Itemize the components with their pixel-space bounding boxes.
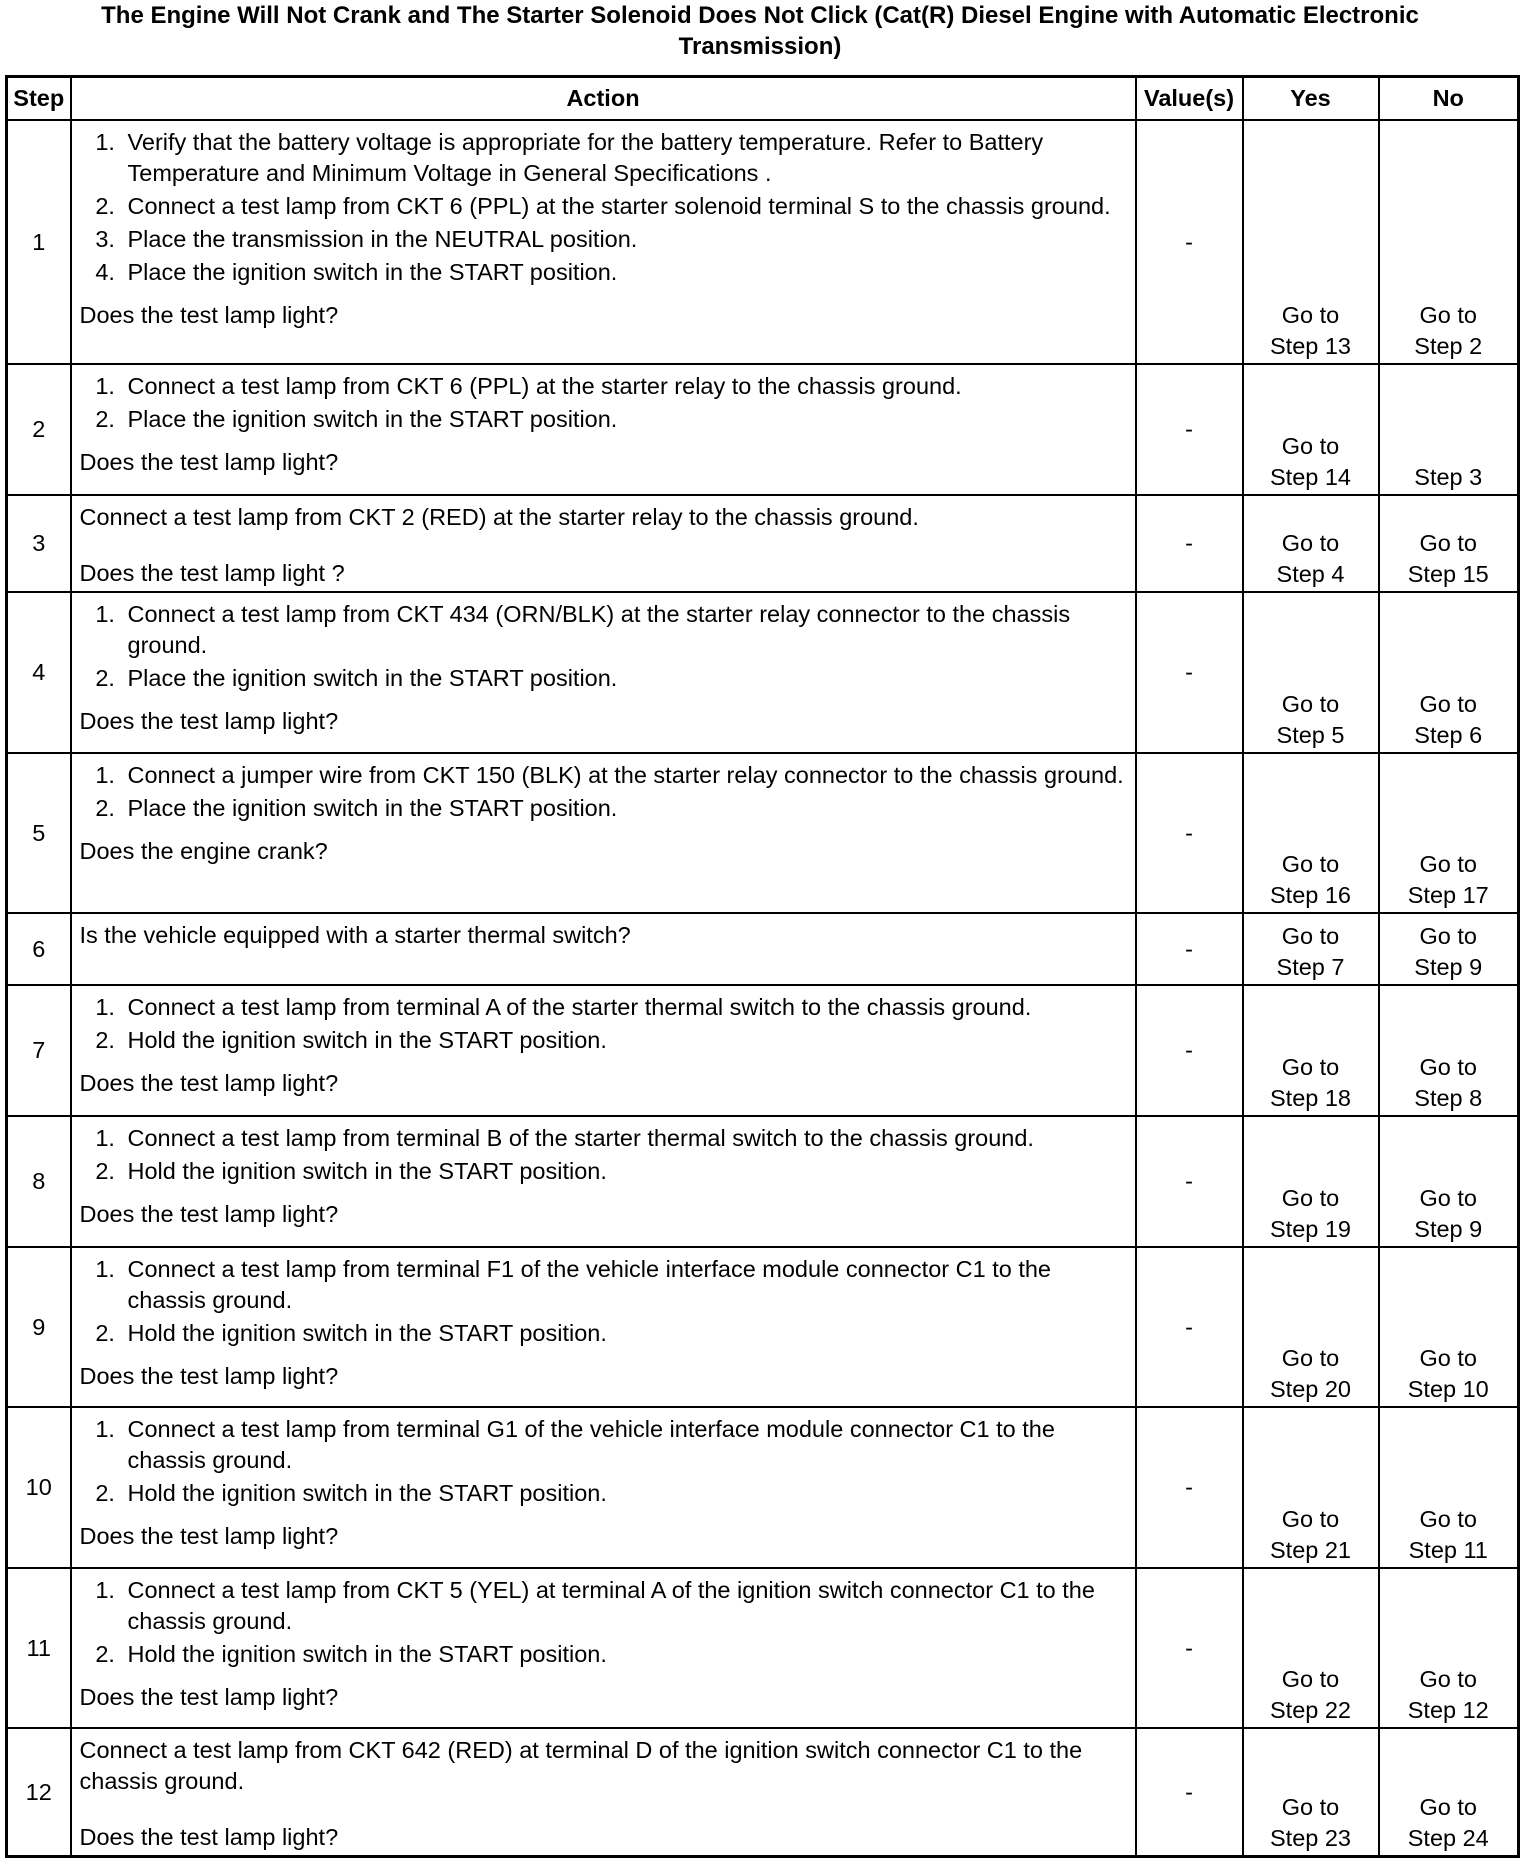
action-text: Connect a test lamp from CKT 642 (RED) at terminal D of the ignition switch connector C1 to the chassis ground. bbox=[79, 1737, 1083, 1794]
yes-goto-text: Go to bbox=[1281, 1666, 1340, 1692]
table-row bbox=[7, 592, 1519, 753]
yes-cell bbox=[1243, 1407, 1379, 1568]
document-title bbox=[0, 0, 1520, 62]
yes-cell bbox=[1243, 364, 1379, 495]
action-step-item: 1. Connect a test lamp from CKT 5 (YEL) at terminal A of the ignition switch connector C1 to the chassis ground. bbox=[122, 1575, 1127, 1637]
diagnostic-table bbox=[5, 75, 1520, 1858]
action-step-item: 1. Connect a test lamp from terminal F1 of the vehicle interface module connector C1 to the chassis ground. bbox=[122, 1254, 1127, 1316]
step-number: 8 bbox=[7, 1116, 71, 1247]
action-step-item: 2. Place the ignition switch in the START position. bbox=[122, 793, 1127, 824]
title-line-1: The Engine Will Not Crank and The Starter Solenoid Does Not Click (Cat(R) Diesel Engine with Automatic Electronic bbox=[101, 2, 1419, 29]
action-steps-list bbox=[80, 1575, 1127, 1670]
table-row bbox=[7, 1247, 1519, 1407]
action-question: Does the test lamp light ? bbox=[79, 560, 345, 586]
yes-goto-text: Go to bbox=[1281, 851, 1340, 877]
yes-goto-text: Step 20 bbox=[1269, 1376, 1351, 1402]
value-cell: - bbox=[1136, 1728, 1243, 1857]
no-goto-text: Go to bbox=[1419, 851, 1477, 877]
action-step-item: 2. Hold the ignition switch in the START position. bbox=[122, 1318, 1127, 1349]
table-row bbox=[7, 1116, 1519, 1247]
no-cell bbox=[1379, 1568, 1519, 1728]
action-step-item: 1. Connect a test lamp from CKT 6 (PPL) at the starter relay to the chassis ground. bbox=[122, 371, 1127, 402]
header-values: Value(s) bbox=[1136, 77, 1243, 121]
yes-goto-text: Go to bbox=[1281, 1506, 1340, 1532]
no-cell bbox=[1379, 592, 1519, 753]
no-goto-text: Step 9 bbox=[1414, 1216, 1483, 1242]
action-cell bbox=[71, 120, 1136, 364]
yes-goto-text: Step 19 bbox=[1269, 1216, 1351, 1242]
action-step-item: 2. Hold the ignition switch in the START position. bbox=[122, 1639, 1127, 1670]
no-goto-text: Go to bbox=[1419, 1345, 1477, 1371]
action-step-item: 1. Connect a test lamp from terminal A of the starter thermal switch to the chassis ground. bbox=[122, 992, 1127, 1023]
action-step-item: 2. Place the ignition switch in the START position. bbox=[122, 663, 1127, 694]
action-steps-list bbox=[80, 371, 1127, 435]
yes-goto-text: Go to bbox=[1281, 691, 1340, 717]
action-question: Does the engine crank? bbox=[79, 838, 328, 864]
table-row bbox=[7, 913, 1519, 985]
yes-cell bbox=[1243, 1247, 1379, 1407]
yes-cell bbox=[1243, 120, 1379, 364]
action-steps-list bbox=[80, 1123, 1127, 1187]
value-cell: - bbox=[1136, 364, 1243, 495]
step-number: 4 bbox=[7, 592, 71, 753]
action-step-item: 1. Connect a test lamp from CKT 434 (ORN/BLK) at the starter relay connector to the chassis ground. bbox=[122, 599, 1127, 661]
action-steps-list bbox=[80, 992, 1127, 1056]
action-cell bbox=[71, 913, 1136, 985]
action-step-item: 2. Place the ignition switch in the START position. bbox=[122, 404, 1127, 435]
action-steps-list bbox=[80, 1414, 1127, 1509]
value-cell: - bbox=[1136, 120, 1243, 364]
no-goto-text bbox=[1381, 431, 1517, 462]
table-row bbox=[7, 1407, 1519, 1568]
no-cell bbox=[1379, 1407, 1519, 1568]
table-row bbox=[7, 495, 1519, 592]
value-cell: - bbox=[1136, 592, 1243, 753]
no-cell bbox=[1379, 120, 1519, 364]
yes-cell bbox=[1243, 495, 1379, 592]
table-row bbox=[7, 1728, 1519, 1857]
action-question: Does the test lamp light? bbox=[79, 1201, 339, 1227]
no-cell bbox=[1379, 364, 1519, 495]
no-goto-text: Step 9 bbox=[1414, 954, 1483, 980]
yes-cell bbox=[1243, 1568, 1379, 1728]
step-number: 2 bbox=[7, 364, 71, 495]
step-number: 1 bbox=[7, 120, 71, 364]
action-question: Does the test lamp light? bbox=[79, 1824, 339, 1850]
yes-goto-text: Go to bbox=[1281, 433, 1340, 459]
no-goto-text: Go to bbox=[1419, 1185, 1477, 1211]
no-goto-text: Step 6 bbox=[1414, 722, 1483, 748]
no-cell bbox=[1379, 1728, 1519, 1857]
yes-goto-text: Step 21 bbox=[1269, 1537, 1351, 1563]
value-cell: - bbox=[1136, 985, 1243, 1116]
value-cell: - bbox=[1136, 495, 1243, 592]
value-cell: - bbox=[1136, 1407, 1243, 1568]
yes-goto-text: Go to bbox=[1281, 923, 1340, 949]
table-row bbox=[7, 120, 1519, 364]
yes-goto-text: Step 16 bbox=[1269, 882, 1351, 908]
action-step-item: 2. Hold the ignition switch in the START position. bbox=[122, 1478, 1127, 1509]
yes-cell bbox=[1243, 985, 1379, 1116]
header-step: Step bbox=[7, 77, 71, 121]
no-goto-text: Go to bbox=[1419, 691, 1477, 717]
action-cell bbox=[71, 1247, 1136, 1407]
action-cell bbox=[71, 592, 1136, 753]
table-row bbox=[7, 753, 1519, 913]
action-steps-list bbox=[80, 760, 1127, 824]
no-goto-text: Go to bbox=[1419, 1054, 1477, 1080]
step-number: 6 bbox=[7, 913, 71, 985]
yes-goto-text: Step 23 bbox=[1269, 1825, 1351, 1851]
no-cell bbox=[1379, 913, 1519, 985]
no-goto-text: Go to bbox=[1419, 1794, 1477, 1820]
action-step-item: 3. Place the transmission in the NEUTRAL position. bbox=[122, 224, 1127, 255]
header-action: Action bbox=[71, 77, 1136, 121]
yes-goto-text: Step 7 bbox=[1276, 954, 1345, 980]
action-text: Connect a test lamp from CKT 2 (RED) at the starter relay to the chassis ground. bbox=[79, 504, 919, 530]
action-question: Does the test lamp light? bbox=[79, 708, 339, 734]
action-cell bbox=[71, 1407, 1136, 1568]
table-row bbox=[7, 1568, 1519, 1728]
header-no: No bbox=[1379, 77, 1519, 121]
action-step-item: 1. Connect a test lamp from terminal B of the starter thermal switch to the chassis ground. bbox=[122, 1123, 1127, 1154]
step-number: 12 bbox=[7, 1728, 71, 1857]
yes-goto-text: Go to bbox=[1281, 530, 1340, 556]
action-question: Does the test lamp light? bbox=[79, 302, 339, 328]
yes-cell bbox=[1243, 1728, 1379, 1857]
action-question: Does the test lamp light? bbox=[79, 1523, 339, 1549]
value-cell: - bbox=[1136, 1116, 1243, 1247]
value-cell: - bbox=[1136, 753, 1243, 913]
value-cell: - bbox=[1136, 913, 1243, 985]
action-steps-list bbox=[80, 599, 1127, 694]
no-goto-text: Step 8 bbox=[1414, 1085, 1483, 1111]
table-row bbox=[7, 985, 1519, 1116]
no-cell bbox=[1379, 1116, 1519, 1247]
action-question: Does the test lamp light? bbox=[79, 1684, 339, 1710]
yes-goto-text: Go to bbox=[1281, 1185, 1340, 1211]
no-goto-text: Go to bbox=[1419, 530, 1477, 556]
step-number: 11 bbox=[7, 1568, 71, 1728]
action-step-item: 1. Connect a jumper wire from CKT 150 (BLK) at the starter relay connector to the chassis ground. bbox=[122, 760, 1127, 791]
yes-cell bbox=[1243, 1116, 1379, 1247]
step-number: 9 bbox=[7, 1247, 71, 1407]
yes-cell bbox=[1243, 913, 1379, 985]
yes-goto-text: Step 22 bbox=[1269, 1697, 1351, 1723]
no-goto-text: Step 12 bbox=[1407, 1697, 1489, 1723]
action-step-item: 1. Connect a test lamp from terminal G1 of the vehicle interface module connector C1 to the chassis ground. bbox=[122, 1414, 1127, 1476]
action-cell bbox=[71, 985, 1136, 1116]
no-cell bbox=[1379, 495, 1519, 592]
no-goto-text: Go to bbox=[1419, 1666, 1477, 1692]
action-step-item: 1. Verify that the battery voltage is appropriate for the battery temperature. Refer to Battery Temperature and Minimum Voltage in General Specifications . bbox=[122, 127, 1127, 189]
table-header-row bbox=[7, 77, 1519, 121]
step-number: 10 bbox=[7, 1407, 71, 1568]
yes-goto-text: Go to bbox=[1281, 1794, 1340, 1820]
no-goto-text: Go to bbox=[1419, 302, 1477, 328]
action-cell bbox=[71, 495, 1136, 592]
value-cell: - bbox=[1136, 1247, 1243, 1407]
yes-goto-text: Step 18 bbox=[1269, 1085, 1351, 1111]
no-goto-text: Step 11 bbox=[1408, 1537, 1488, 1563]
action-text: Is the vehicle equipped with a starter thermal switch? bbox=[79, 922, 631, 948]
yes-goto-text: Go to bbox=[1281, 1054, 1340, 1080]
table-body bbox=[7, 120, 1519, 1857]
yes-goto-text: Step 13 bbox=[1269, 333, 1351, 359]
no-goto-text: Step 3 bbox=[1414, 464, 1483, 490]
action-step-item: 2. Hold the ignition switch in the START position. bbox=[122, 1156, 1127, 1187]
no-goto-text: Go to bbox=[1419, 923, 1477, 949]
no-cell bbox=[1379, 985, 1519, 1116]
no-goto-text: Go to bbox=[1419, 1506, 1477, 1532]
no-goto-text: Step 15 bbox=[1407, 561, 1489, 587]
no-goto-text: Step 2 bbox=[1414, 333, 1483, 359]
title-line-2: Transmission) bbox=[678, 33, 842, 60]
yes-goto-text: Go to bbox=[1281, 302, 1340, 328]
step-number: 7 bbox=[7, 985, 71, 1116]
action-steps-list bbox=[80, 127, 1127, 288]
value-cell: - bbox=[1136, 1568, 1243, 1728]
action-question: Does the test lamp light? bbox=[79, 1363, 339, 1389]
action-cell bbox=[71, 1728, 1136, 1857]
action-steps-list bbox=[80, 1254, 1127, 1349]
yes-cell bbox=[1243, 592, 1379, 753]
header-yes: Yes bbox=[1243, 77, 1379, 121]
action-cell bbox=[71, 364, 1136, 495]
action-step-item: 2. Hold the ignition switch in the START position. bbox=[122, 1025, 1127, 1056]
no-goto-text: Step 24 bbox=[1407, 1825, 1489, 1851]
yes-goto-text: Step 14 bbox=[1269, 464, 1351, 490]
action-question: Does the test lamp light? bbox=[79, 1070, 339, 1096]
table-row bbox=[7, 364, 1519, 495]
no-goto-text: Step 10 bbox=[1407, 1376, 1489, 1402]
no-cell bbox=[1379, 753, 1519, 913]
action-step-item: 4. Place the ignition switch in the START position. bbox=[122, 257, 1127, 288]
no-cell bbox=[1379, 1247, 1519, 1407]
action-cell bbox=[71, 753, 1136, 913]
step-number: 3 bbox=[7, 495, 71, 592]
yes-goto-text: Step 4 bbox=[1276, 561, 1345, 587]
yes-goto-text: Go to bbox=[1281, 1345, 1340, 1371]
yes-goto-text: Step 5 bbox=[1276, 722, 1345, 748]
action-cell bbox=[71, 1116, 1136, 1247]
action-step-item: 2. Connect a test lamp from CKT 6 (PPL) at the starter solenoid terminal S to the chassis ground. bbox=[122, 191, 1127, 222]
step-number: 5 bbox=[7, 753, 71, 913]
action-question: Does the test lamp light? bbox=[79, 449, 339, 475]
action-cell bbox=[71, 1568, 1136, 1728]
no-goto-text: Step 17 bbox=[1407, 882, 1489, 908]
yes-cell bbox=[1243, 753, 1379, 913]
